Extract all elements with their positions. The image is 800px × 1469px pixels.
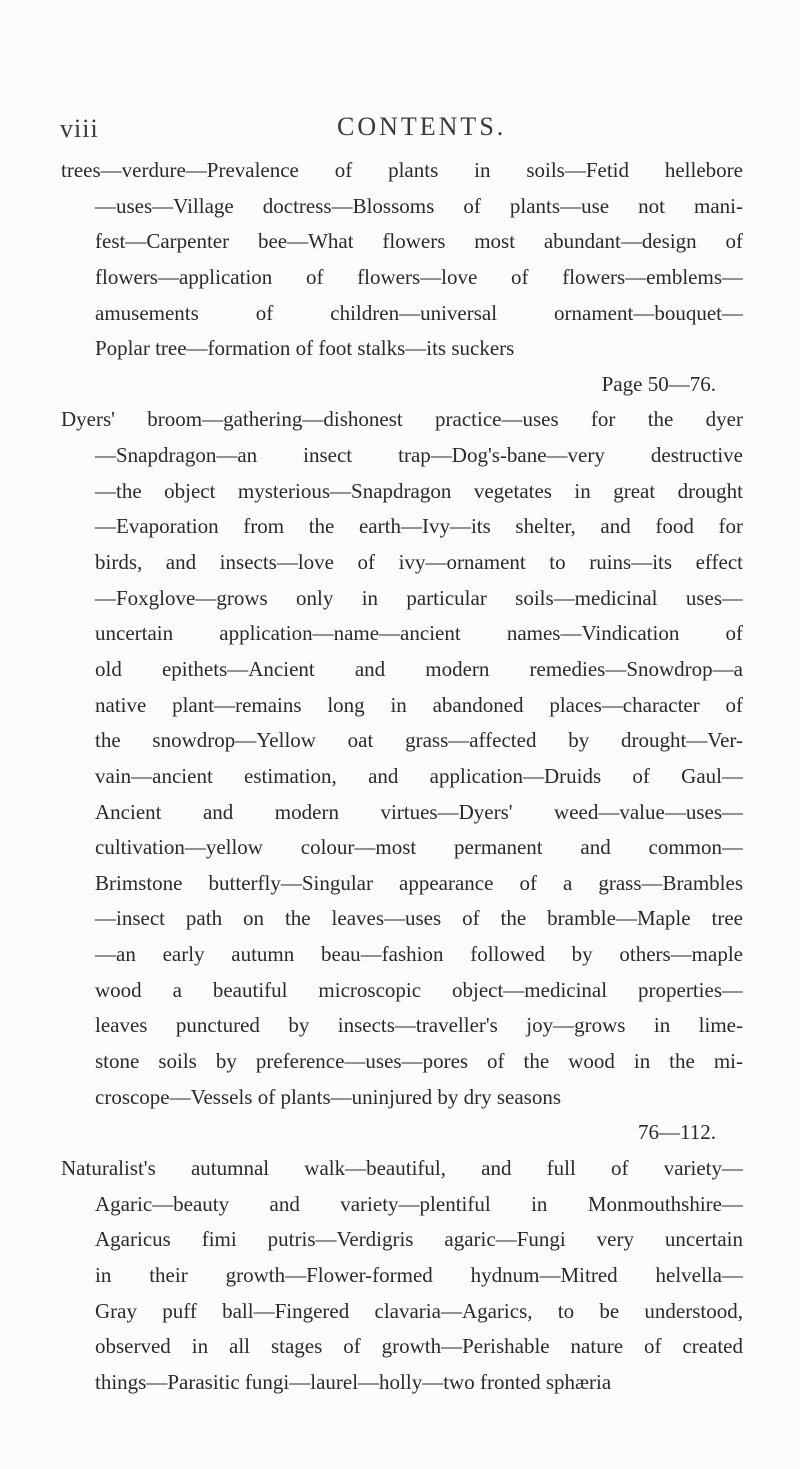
text-line: trees—verdure—Prevalence of plants in soils—Fetid hellebore (61, 158, 743, 182)
text-line: —the object mysterious—Snapdragon vegetates in great drought (95, 478, 743, 503)
text-line: wood a beautiful microscopic object—medicinal properties— (95, 977, 743, 1002)
text-line: —Snapdragon—an insect trap—Dog's-bane—very destructive (95, 443, 743, 468)
text-line: —Evaporation from the earth—Ivy—its shelter, and food for (95, 514, 743, 539)
page-number: viii (60, 114, 99, 143)
text-line: Brimstone butterfly—Singular appearance of a grass—Brambles (95, 870, 743, 895)
text-line: Naturalist's autumnal walk—beautiful, and full of variety— (61, 1155, 743, 1180)
text-line: birds, and insects—love of ivy—ornament to ruins—its effect (95, 550, 743, 575)
text-line: stone soils by preference—uses—pores of the wood in the mi- (95, 1049, 743, 1074)
text-line: uncertain application—name—ancient names—Vindication of (95, 621, 743, 646)
text-line: old epithets—Ancient and modern remedies—Snowdrop—a (95, 656, 743, 681)
running-head: CONTENTS. (337, 112, 507, 141)
text-line: Gray puff ball—Fingered clavaria—Agarics, to be understood, (95, 1298, 743, 1323)
text-line: flowers—application of flowers—love of flowers—emblems— (95, 264, 743, 289)
page-reference: Page 50—76. (601, 371, 716, 396)
text-line: leaves punctured by insects—traveller's joy—grows in lime- (95, 1013, 743, 1038)
text-line: —insect path on the leaves—uses of the bramble—Maple tree (95, 906, 743, 931)
text-line: Dyers' broom—gathering—dishonest practice—uses for the dyer (61, 407, 743, 432)
text-line: amusements of children—universal ornament—bouquet— (95, 300, 743, 325)
text-line: Ancient and modern virtues—Dyers' weed—value—uses— (95, 799, 743, 824)
contents-text (61, 153, 743, 1400)
text-line: vain—ancient estimation, and application—Druids of Gaul— (95, 763, 743, 788)
text-line: fest—Carpenter bee—What flowers most abundant—design of (95, 229, 743, 254)
text-line: in their growth—Flower-formed hydnum—Mitred helvella— (95, 1262, 743, 1287)
text-line: —Foxglove—grows only in particular soils—medicinal uses— (95, 585, 743, 610)
text-line: native plant—remains long in abandoned places—character of (95, 692, 743, 717)
text-line: —uses—Village doctress—Blossoms of plants—use not mani- (95, 193, 743, 218)
text-line: the snowdrop—Yellow oat grass—affected by drought—Ver- (95, 728, 743, 753)
text-line: cultivation—yellow colour—most permanent and common— (95, 835, 743, 860)
page-reference: 76—112. (638, 1120, 716, 1145)
text-line: Poplar tree—formation of foot stalks—its suckers (95, 336, 515, 361)
text-line: Agaric—beauty and variety—plentiful in Monmouthshire— (95, 1191, 743, 1216)
text-line: things—Parasitic fungi—laurel—holly—two fronted sphæria (95, 1369, 612, 1394)
text-line: observed in all stages of growth—Perishable nature of created (95, 1334, 743, 1359)
text-line: —an early autumn beau—fashion followed by others—maple (95, 942, 743, 967)
text-line: croscope—Vessels of plants—uninjured by dry seasons (95, 1084, 561, 1109)
text-line: Agaricus fimi putris—Verdigris agaric—Fungi very uncertain (95, 1227, 743, 1252)
